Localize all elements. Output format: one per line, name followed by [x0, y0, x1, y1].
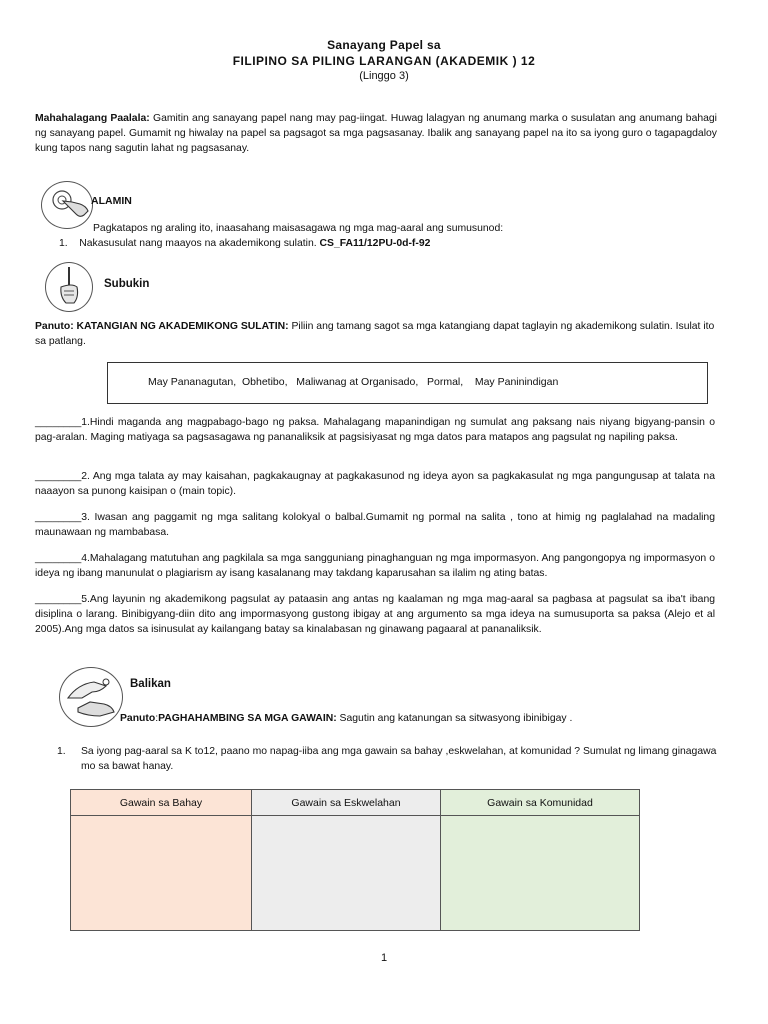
balikan-title: Balikan [130, 678, 171, 690]
answer-cell-home[interactable] [71, 816, 252, 931]
balikan-question-number: 1. [57, 746, 66, 757]
alamin-intro: Pagkatapos ng araling ito, inaasahang maisasagawa ng mga mag-aaral ang sumusunod: [93, 223, 504, 234]
subukin-item-2: ________2. Ang mga talata ay may kaisahan, pagkakaugnay at pagkakasunod ng ideya ayon sa pagkakasulat ng mga pangungusap at talata na naaayon sa punong kaisipan o (main topic). [35, 471, 715, 497]
activities-table [70, 789, 640, 931]
table-header-row [71, 790, 640, 816]
balikan-panuto-text: Sagutin ang katanungan sa sitwasyong ibinibigay . [336, 713, 573, 724]
subject-title: FILIPINO SA PILING LARANGAN (AKADEMIK ) 12 [232, 54, 536, 68]
balikan-panuto-label: Panuto [120, 713, 156, 724]
subukin-item-5: ________5.Ang layunin ng akademikong pagsulat ay pataasin ang antas ng kaalaman ng mga mag-aaral sa pagbasa at pagsulat sa iba't ibang disiplina o larang. Binibigyang-diin dito ang impormasyong gustong ibigay at ang argumento sa mga ideya na sumusuporta sa paksa (Alejo et al 2005).Ang mga datos sa isinusulat ay kailangang batay sa kinalabasan ng ginawang pagaaral at pananaliksik. [35, 594, 715, 635]
balikan-instructions [120, 711, 572, 726]
alamin-objective [59, 236, 430, 251]
reminder-text: Gamitin ang sanayang papel nang may pag-iingat. Huwag lalagyan ng anumang marka o susulatan ang anumang bahagi ng sanayang papel. Gumamit ng hiwalay na papel sa pagsagot sa mga pagsasanay. Ibalik ang sanayang papel na ito sa iyong guro o tagapagdaloy kung tapos nang sagutin lahat ng pagsasanay. [35, 113, 717, 154]
subukin-item-1: ________1.Hindi maganda ang magpabago-bago ng paksa. Mahalagang mapanindigan ng sumulat ang paksang nais niyang bigyang-pansin o pag-aralan. Maging matiyaga sa pagsasagawa ng pananaliksik at pagsisiyasat ng mga datos para matapos ang pagsulat ng napiling paksa. [35, 417, 715, 443]
important-reminder [35, 111, 717, 156]
header-school: Gawain sa Eskwelahan [252, 790, 441, 816]
balikan-question: Sa iyong pag-aaral sa K to12, paano mo napag-iiba ang mga gawain sa bahay ,eskwelahan, at komunidad ? Sumulat ng limang ginagawa mo sa bawat hanay. [81, 746, 717, 772]
table-answer-row [71, 816, 640, 931]
header-community: Gawain sa Komunidad [441, 790, 640, 816]
choices-box [107, 362, 708, 404]
subukin-panuto-label: Panuto: KATANGIAN NG AKADEMIKONG SULATIN: [35, 321, 289, 332]
page-number: 1 [380, 952, 388, 964]
competency-code: CS_FA11/12PU-0d-f-92 [319, 238, 431, 249]
subukin-instructions [35, 319, 715, 349]
reminder-label: Mahahalagang Paalala: [35, 113, 150, 124]
objective-text: Nakasusulat nang maayos na akademikong sulatin. [79, 238, 320, 249]
answer-cell-school[interactable] [252, 816, 441, 931]
balikan-panuto-sep: : [155, 713, 159, 724]
balikan-panuto-bold: PAGHAHAMBING SA MGA GAWAIN: [158, 713, 337, 724]
pointing-hand-icon [41, 181, 93, 229]
subukin-item-4: ________4.Mahalagang matutuhan ang pagkilala sa mga sangguniang pinaghanguan ng mga impormasyon. Ang pangongopya ng impormasyon o ideya ng ibang manunulat o plagiarism ay isang kasalanang may takdang kaparusahan sa ilalim ng ating batas. [35, 553, 715, 579]
writing-hand-icon [45, 262, 93, 312]
week-label: (Linggo 3) [359, 70, 409, 82]
header-home: Gawain sa Bahay [71, 790, 252, 816]
objective-number: 1. [59, 238, 68, 249]
answer-choices: May Pananagutan, Obhetibo, Maliwanag at Organisado, Pormal, May Paninindigan [148, 376, 559, 388]
subukin-title: Subukin [104, 278, 150, 290]
subukin-item-3: ________3. Iwasan ang paggamit ng mga salitang kolokyal o balbal.Gumamit ng pormal na salita , tono at himig ng paglalahad na madaling maunawaan ng mambabasa. [35, 512, 715, 538]
answer-cell-community[interactable] [441, 816, 640, 931]
alamin-title: ALAMIN [91, 195, 132, 207]
worksheet-title: Sanayang Papel sa [327, 38, 441, 52]
hands-icon [59, 667, 123, 727]
subukin-panuto-text: Piliin ang tamang sagot sa mga katangiang dapat taglayin ng akademikong sulatin. Isulat ito sa patlang. [35, 321, 715, 347]
